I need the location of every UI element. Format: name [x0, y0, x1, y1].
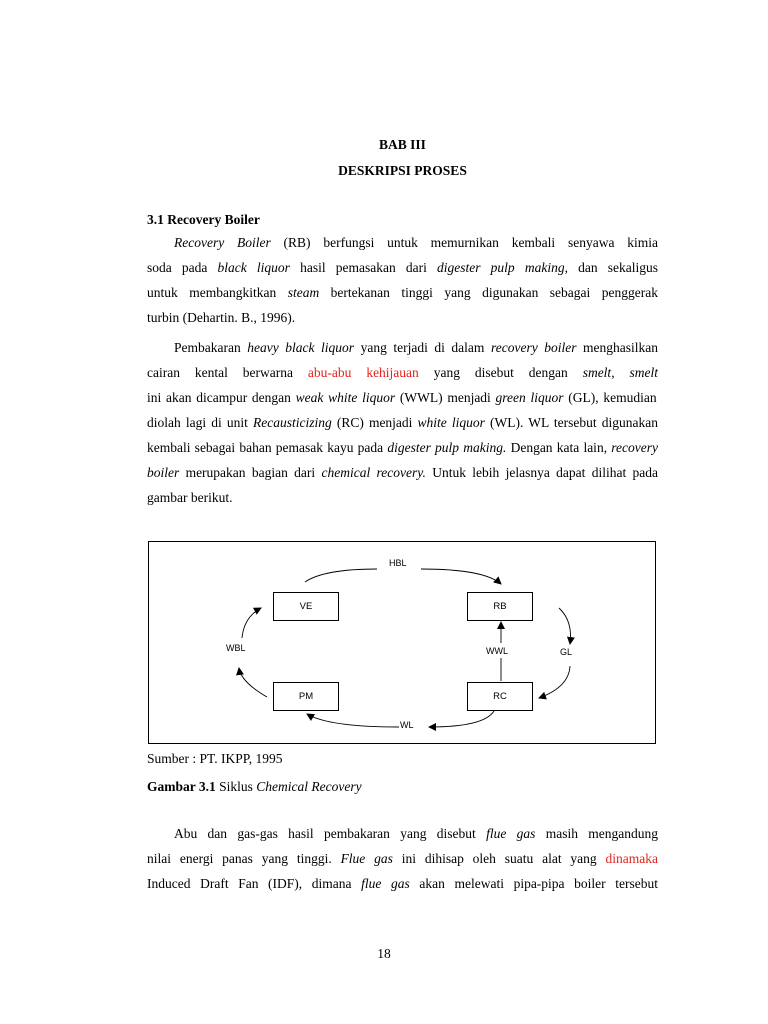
chemical-recovery-diagram — [148, 541, 656, 744]
text: (RC) menjadi — [331, 415, 418, 430]
arrow-hbl-right — [421, 569, 501, 584]
arrow-hbl-left — [305, 569, 377, 582]
text: untuk membangkitkan — [147, 285, 288, 300]
text-italic: green liquor — [495, 390, 564, 405]
text: Abu dan gas-gas hasil pembakaran yang disebut — [174, 826, 487, 841]
text: ini dihisap oleh suatu alat yang — [392, 851, 606, 866]
text: , — [611, 365, 630, 380]
node-rb: RB — [467, 592, 533, 621]
text: masih mengandung — [535, 826, 659, 841]
text: Pembakaran — [174, 340, 248, 355]
text-italic: smelt — [629, 365, 658, 380]
text-italic: weak white liquor — [295, 390, 396, 405]
text: soda pada — [147, 260, 218, 275]
text-italic: digester pulp making. — [387, 440, 507, 455]
text-italic: Flue gas — [340, 851, 393, 866]
text-italic: chemical recovery. — [321, 465, 426, 480]
caption-number: Gambar 3.1 — [147, 779, 216, 794]
node-pm: PM — [273, 682, 339, 711]
label-wwl: WWL — [486, 646, 508, 656]
text: Dengan kata lain, — [506, 440, 612, 455]
node-rc: RC — [467, 682, 533, 711]
red-highlight-text: abu-abu kehijauan — [307, 365, 419, 380]
arrow-wbl-bottom — [239, 668, 267, 697]
text: yang terjadi di dalam — [354, 340, 491, 355]
figure-caption — [147, 779, 362, 795]
paragraph-2 — [147, 335, 658, 510]
text-italic: flue gas — [486, 826, 536, 841]
node-ve: VE — [273, 592, 339, 621]
figure-source: Sumber : PT. IKPP, 1995 — [147, 751, 283, 766]
text: ini akan dicampur dengan — [147, 390, 296, 405]
arrow-wl-left — [307, 714, 399, 727]
text-italic: digester pulp making — [437, 260, 565, 275]
text: , dan sekaligus — [564, 260, 658, 275]
label-hbl: HBL — [389, 558, 407, 568]
text: (WL). WL tersebut digunakan kembali sebagai bahan pemasak kayu pada — [147, 415, 658, 455]
text: nilai energi panas yang tinggi. — [147, 851, 341, 866]
text: (WWL) menjadi — [395, 390, 496, 405]
page-number: 18 — [377, 946, 391, 961]
text: akan melewati pipa-pipa boiler tersebut — [409, 876, 659, 891]
text: Untuk lebih jelasnya dapat dilihat pada gambar berikut. — [147, 465, 658, 505]
text-italic: white liquor — [417, 415, 485, 430]
text: yang disebut dengan — [418, 365, 583, 380]
text-italic: recovery boiler — [147, 440, 658, 480]
red-highlight-text: dinamaka — [605, 851, 659, 866]
text-italic: heavy black liquor — [247, 340, 355, 355]
chapter-number: BAB III — [379, 137, 426, 152]
text: merupakan bagian dari — [179, 465, 322, 480]
label-wbl: WBL — [226, 643, 246, 653]
text: Induced Draft Fan (IDF), dimana — [147, 876, 362, 891]
arrow-gl-top — [559, 608, 571, 644]
text: bertekanan tinggi yang digunakan sebagai penggerak — [319, 285, 658, 300]
label-gl: GL — [560, 647, 573, 657]
caption-text: Siklus — [215, 779, 257, 794]
text-italic: flue gas — [361, 876, 410, 891]
arrow-wl-right — [429, 711, 494, 727]
text-italic: Recovery Boiler — [174, 235, 271, 250]
text: (GL), kemudian diolah lagi di unit — [147, 390, 657, 430]
text-italic: black liquor — [217, 260, 290, 275]
chapter-title: DESKRIPSI PROSES — [338, 163, 467, 178]
text: turbin (Dehartin. B., 1996). — [147, 310, 296, 325]
label-wl: WL — [400, 720, 414, 730]
arrow-wbl-top — [242, 608, 261, 638]
text: menghasilkan cairan kental berwarna — [147, 340, 659, 380]
arrow-gl-bottom — [539, 666, 570, 698]
text: (RB) berfungsi untuk memurnikan kembali senyawa kimia — [270, 235, 658, 250]
text-italic: smelt — [582, 365, 612, 380]
section-heading: 3.1 Recovery Boiler — [147, 212, 260, 227]
text-italic: steam — [287, 285, 320, 300]
caption-italic: Chemical Recovery — [256, 779, 362, 794]
text-italic: recovery boiler — [490, 340, 577, 355]
text: hasil pemasakan dari — [289, 260, 438, 275]
text-italic: Recausticizing — [252, 415, 332, 430]
